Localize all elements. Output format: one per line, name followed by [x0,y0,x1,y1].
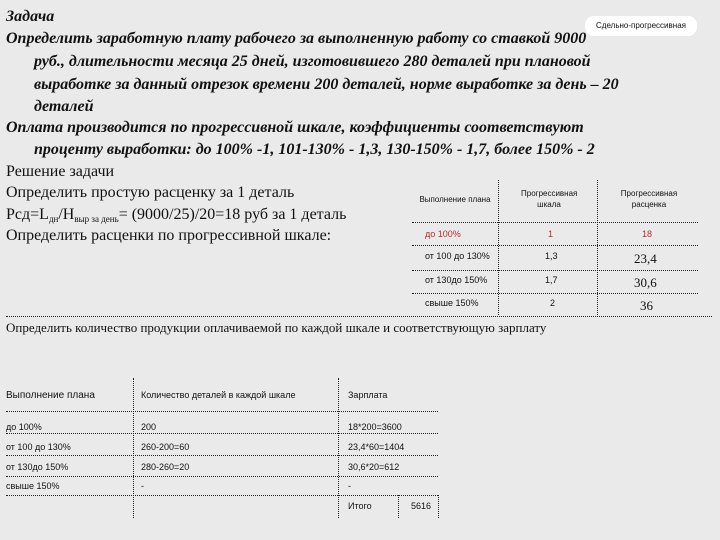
pay-row-3-salary: 30,6*20=612 [348,462,400,472]
rate-header-price: Прогрессивная расценка [620,189,678,209]
task-line-4: деталей [34,98,94,115]
pay-row-2-salary: 23,4*60=1404 [348,442,405,452]
rate-header-scale: Прогрессивная шкала [521,189,578,209]
rate-row-2-price: 23,4 [634,251,657,266]
rate-row-3-price: 30,6 [634,275,657,290]
pay-row-1-quantity: 200 [141,422,157,432]
rate-formula: $Рсд=L_{дн}/Н_{выр за день}= (9000/25)/20=18$ руб за 1 деталь [6,206,347,224]
task-line-2: руб., длительности месяца 25 дней, изготовившего 280 деталей при плановой [34,53,591,70]
pay-row-3-plan: от 130до 150% [6,462,69,472]
rate-row-1-price: 18 [642,229,653,239]
pay-row-1-salary: 18*200=3600 [348,422,402,432]
task-line-1: Определить заработную плату рабочего за выполненную работу со ставкой 9000 [6,30,587,47]
rate-header-plan: Выполнение плана [419,195,491,204]
pay-row-4-quantity: - [141,481,144,491]
rate-row-4-price: 36 [640,298,653,313]
quantity-text: Определить количество продукции оплачиваемой по каждой шкале и соответствующую зарплату [6,320,547,335]
method-badge: Сдельно-прогрессивная [585,16,697,36]
pay-total-label: Итого [348,501,372,511]
pay-row-4-salary: - [348,481,351,491]
rate-row-4-plan: свыше 150% [425,298,479,308]
task-title: Задача [6,8,55,25]
pay-header-quantity: Количество деталей в каждой шкале [141,390,296,400]
pay-header-plan: Выполнение плана [6,390,95,401]
simple-rate-text: Определить простую расценку за 1 деталь [6,184,295,201]
section-divider [6,316,712,317]
rate-row-4-scale: 2 [550,298,556,308]
rate-row-2-plan: от 100 до 130% [425,251,490,261]
solution-title: Решение задачи [6,163,115,180]
task-line-3: выработке за данный отрезок времени 200 деталей, норме выработке за день – 20 [34,76,619,93]
rate-row-2-scale: 1,3 [545,251,558,261]
pay-row-4-plan: свыше 150% [6,481,60,491]
rate-row-1-scale: 1 [548,229,554,239]
pay-row-3-quantity: 280-260=20 [141,462,190,472]
pay-header-salary: Зарплата [348,390,388,400]
task-line-6: проценту выработки: до 100% -1, 101-130% - 1,3, 130-150% - 1,7, более 150% - 2 [34,141,595,158]
pay-total-value: 5616 [411,501,432,511]
rate-row-1-plan: до 100% [425,229,461,239]
pay-row-1-plan: до 100% [6,422,42,432]
task-line-5: Оплата производится по прогрессивной шкале, коэффициенты соответствуют [6,119,584,136]
rate-row-3-scale: 1,7 [545,275,558,285]
pay-row-2-plan: от 100 до 130% [6,442,71,452]
pay-row-2-quantity: 260-200=60 [141,442,190,452]
rate-row-3-plan: от 130до 150% [425,275,488,285]
progressive-rate-text: Определить расценки по прогрессивной шкале: [6,227,332,244]
